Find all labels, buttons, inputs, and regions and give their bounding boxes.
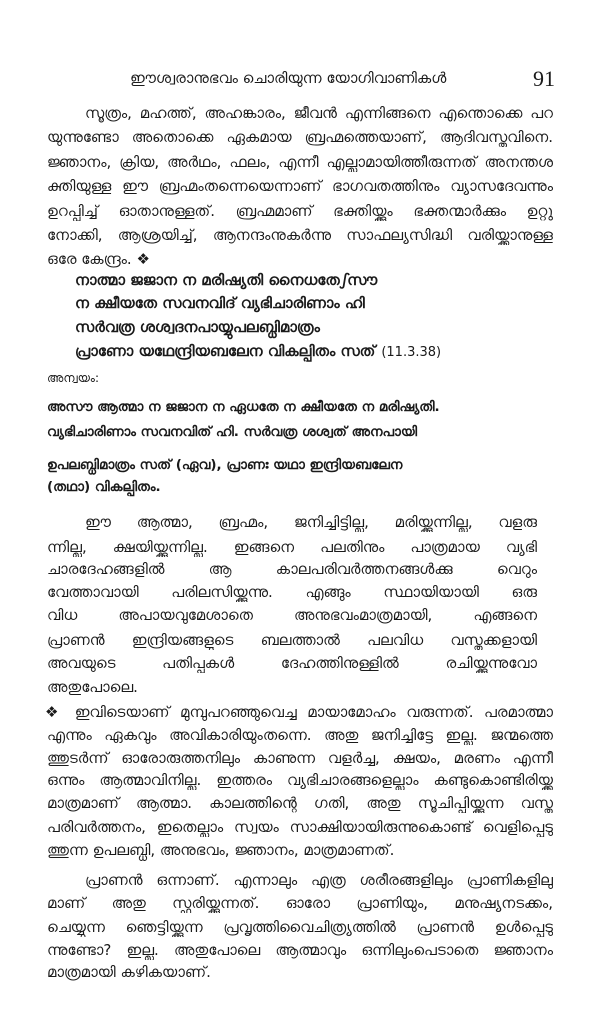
header-title: ഈശ്വരാനുഭവം ചൊരിയുന്ന യോഗിവാണികൾ: [130, 69, 447, 87]
text-line: സൂത്രം, മഹത്ത്, അഹങ്കാരം, ജീവൻ എന്നിങ്ങനെ എന്തൊക്കെ പറ: [85, 104, 553, 122]
text-line: അവയുടെ പതിപ്പുകൾ ദേഹത്തിനുള്ളിൽ രചിയ്ക്കുന്നുവോ: [47, 654, 537, 672]
text-line: മാണ് അതു സ്ഫുരിയ്ക്കുന്നത്. ഓരോ പ്രാണിയും, മനുഷ്യനടക്കം,: [47, 894, 553, 912]
anvayam-line: ഉപലബ്ധിമാത്രം സത് (ഏവ), പ്രാണഃ യഥാ ഇന്ദ്രിയബലേന: [47, 457, 403, 473]
text-line: ചാരദേഹങ്ങളിൽ ആ കാലപരിവർത്തനങ്ങൾക്കു വെറും: [47, 560, 537, 578]
text-line: ഉറപ്പിച്ച് ഓതാനുള്ളത്. ബ്രഹ്മമാണ് ഭക്തിയ്ക്കും ഭക്തന്മാർക്കും ഉറ്റു: [47, 202, 553, 220]
text-line: മാത്രമാണ് ആത്മാ. കാലത്തിന്റെ ഗതി, അതു സൂചിപ്പിയ്ക്കുന്ന വസ്തു: [47, 794, 553, 812]
text-line: വേത്താവായി പരിലസിയ്ക്കുന്നു. എങ്ങും സ്ഥായിയായി ഒരു: [47, 583, 537, 601]
text-line: യുന്നുണ്ടോ അതൊക്കെ ഏകമായ ബ്രഹ്മത്തെയാണ്, ആദിവസ്തുവിനെ.: [47, 128, 553, 146]
verse-line: ന ക്ഷീയതേ സവനവിദ് വ്യഭിചാരിണാം ഹി: [75, 294, 365, 312]
text-line: ക്തിയുള്ള ഈ ബ്രഹ്മംതന്നെയെന്നാണ് ഭാഗവതത്തിനും വ്യാസദേവന്നും: [47, 177, 553, 195]
text-line: ജ്ഞാനം, ക്രിയ, അർഥം, ഫലം, എന്നീ എല്ലാമായിത്തീരുന്നത് അനന്തശ: [47, 153, 553, 171]
text-line: പ്രാണൻ ഇന്ദ്രിയങ്ങളുടെ ബലത്താൽ പലവിധ വസ്തുക്കളായി: [47, 631, 537, 649]
verse-line: സർവത്ര ശശ്വദനപായ്യുപലബ്ധിമാത്രം: [75, 318, 320, 336]
text-line: നോക്കി, ആശ്രയിച്ച്, ആനന്ദംനുകർന്നു സാഫല്യസിദ്ധി വരിയ്ക്കാനുള്ള: [47, 226, 553, 244]
text-line: ത്തുടർന്ന് ഓരോരുത്തനിലും കാണുന്ന വളർച്ച, ക്ഷയം, മരണം എന്നീ: [47, 749, 553, 767]
text-line: ഒരേ കേന്ദ്രം. ❖: [47, 250, 150, 268]
text-line: വിധ അപായവുമേശാതെ അനുഭവംമാത്രമായി, എങ്ങനെ: [47, 606, 537, 624]
page-number: 91: [533, 66, 555, 91]
anvayam-line: (തഥാ) വികല്പിതം.: [47, 479, 161, 495]
text-line: പ്രാണൻ ഒന്നാണ്. എന്നാലും എത്ര ശരീരങ്ങളിലും പ്രാണികളിലു: [85, 871, 553, 889]
text-line: മാത്രമായി കഴികയാണ്.: [47, 963, 211, 981]
text-line: ന്നില്ല, ക്ഷയിയ്ക്കുന്നില്ല. ഇങ്ങനെ പലതിനും പാത്രമായ വ്യഭി: [47, 538, 537, 556]
text-line: ത്തുന്ന ഉപലബ്ധി, അനുഭവം, ജ്ഞാനം, മാത്രമാണത്.: [47, 841, 395, 859]
text-line: പരിവർത്തനം, ഇതെല്ലാം സ്വയം സാക്ഷിയായിരുന്നുകൊണ്ട് വെളിപ്പെടു: [47, 818, 553, 836]
verse-reference: (11.3.38): [381, 345, 442, 360]
text-line: ന്നുണ്ടോ? ഇല്ല. അതുപോലെ ആത്മാവും ഒന്നിലുംപെടാതെ ജ്ഞാനം: [47, 941, 553, 959]
verse-line: നാത്മാ ജജാന ന മരിഷ്യതി നൈധതേഽസൗ: [75, 271, 378, 289]
text-line: ❖ ഇവിടെയാണ് മുമ്പുപറഞ്ഞുവെച്ച മായാമോഹം വരുന്നത്. പരമാത്മാ: [45, 703, 553, 721]
anvayam-label: അന്വയം:: [47, 371, 99, 385]
anvayam-line: അസൗ ആത്മാ ന ജജാന ന ഏധതേ ന ക്ഷീയതേ ന മരിഷ്യതി.: [47, 399, 440, 415]
text-line: ചെയ്യുന്ന ഞെട്ടിയ്ക്കുന്ന പ്രവൃത്തിവൈചിത്ര്യത്തിൽ പ്രാണൻ ഉൾപ്പെടു: [47, 918, 553, 936]
text-line: ഒന്നും ആത്മാവിനില്ല. ഇത്തരം വ്യഭിചാരങ്ങളെല്ലാം കണ്ടുകൊണ്ടിരിയ്ക്ക: [47, 771, 553, 789]
anvayam-line: വ്യഭിചാരിണാം സവനവിത് ഹി. സർവത്ര ശശ്വത് അനപായി: [47, 424, 418, 440]
verse-line: പ്രാണോ യഥേന്ദ്രിയബലേന വികല്പിതം സത് (11.3.38): [75, 342, 442, 360]
text-line: എന്നും ഏകവും അവികാരിയുംതന്നെ. അതു ജനിച്ചിട്ടേ ഇല്ല. ജന്മത്തെ: [47, 726, 553, 744]
text-line: ഈ ആത്മാ, ബ്രഹ്മം, ജനിച്ചിട്ടില്ല, മരിയ്ക്കുന്നില്ല, വളരു: [85, 513, 537, 531]
text-line: അതുപോലെ.: [47, 678, 138, 696]
